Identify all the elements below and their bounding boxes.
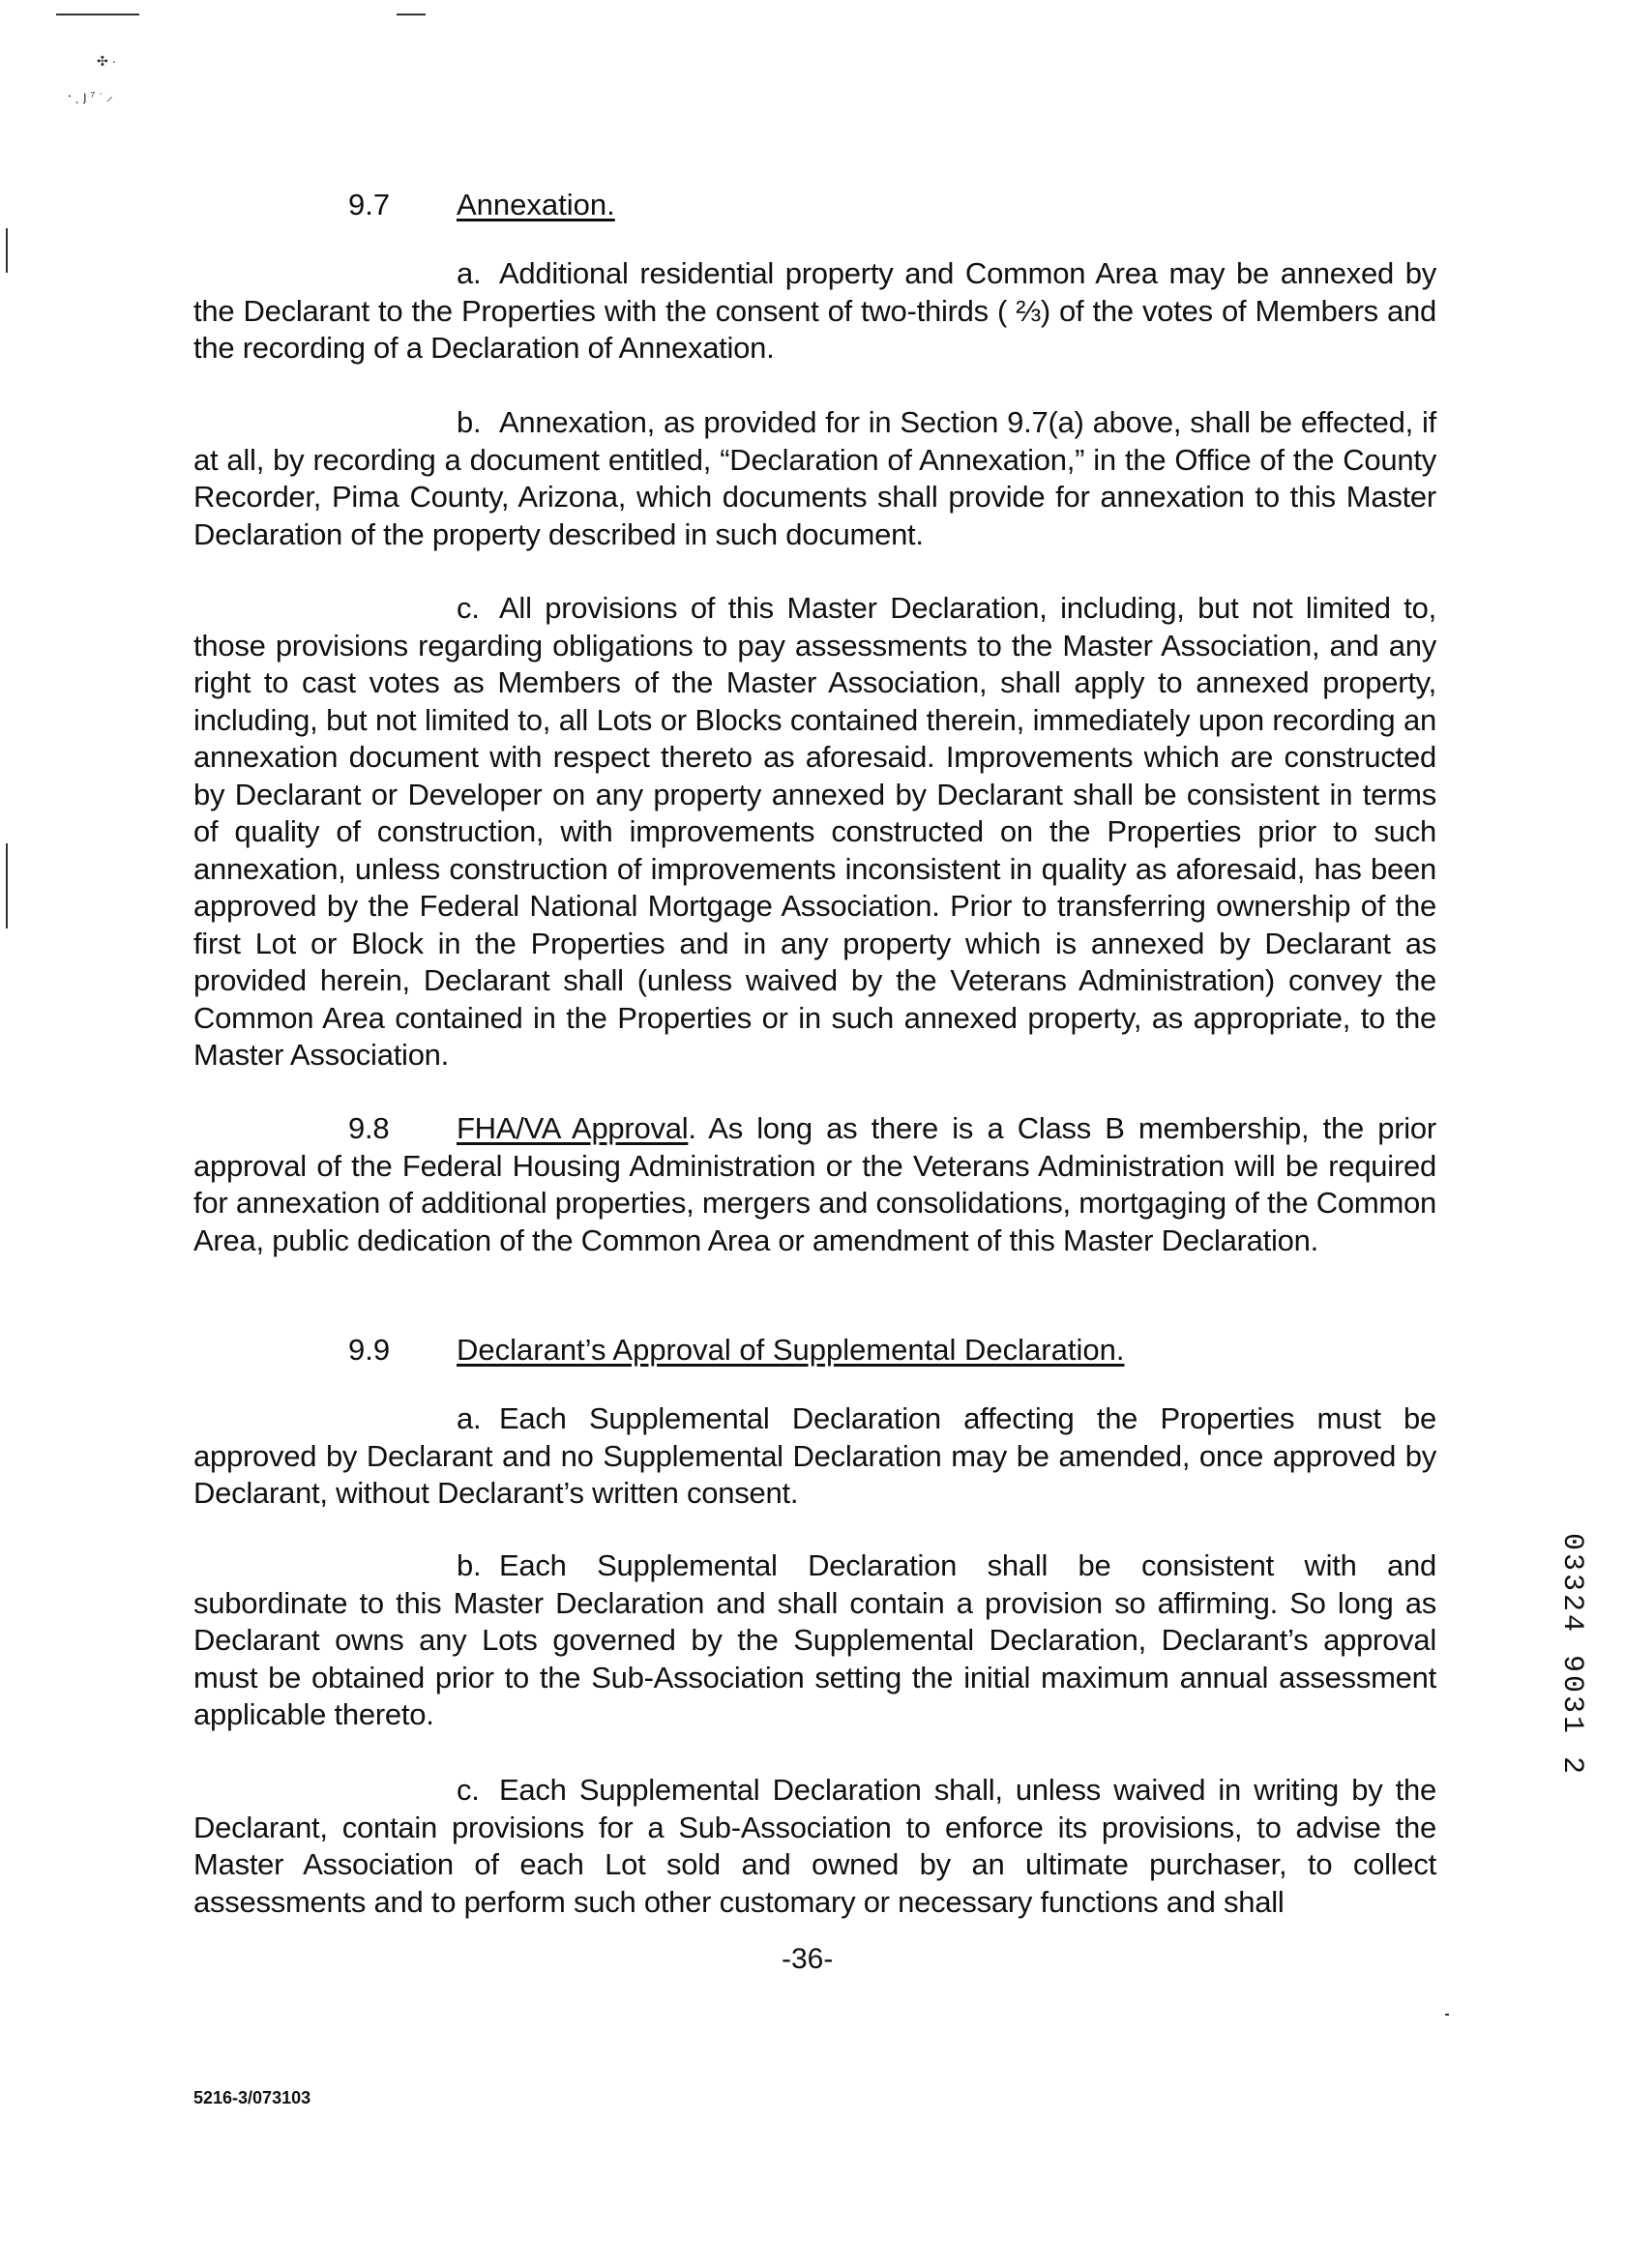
section-title: FHA/VA Approval bbox=[457, 1111, 689, 1145]
scan-mark-left-edge-2 bbox=[6, 843, 8, 928]
section-number: 9.7 bbox=[348, 188, 391, 221]
section-heading-9-9 bbox=[348, 1331, 1124, 1399]
scan-mark-top-left bbox=[56, 14, 139, 15]
paragraph-9-7-c bbox=[193, 590, 1436, 1075]
paragraph-9-7-b bbox=[193, 404, 1436, 553]
paragraph-9-7-a bbox=[193, 255, 1436, 368]
paragraph-label: a. bbox=[457, 256, 482, 290]
paragraph-label: c. bbox=[457, 1773, 480, 1807]
paragraph-label: b. bbox=[457, 405, 482, 439]
paragraph-9-9-c bbox=[193, 1772, 1436, 1921]
document-id: 5216-3/073103 bbox=[193, 2088, 311, 2107]
section-heading-9-7 bbox=[348, 186, 615, 224]
scan-mark-top-mid bbox=[397, 14, 426, 15]
page-number: -36- bbox=[782, 1943, 834, 1975]
recorder-stamp bbox=[1555, 1533, 1598, 2268]
section-title: Annexation. bbox=[457, 188, 615, 221]
paragraph-text: . As long as there is a Class B membership, the prior approval of the Federal Housing Administration or the Veterans Administration will be required for annexation of additional properties, mergers and consolidations, mortgaging of the Common Area, public dedication of the Common Area or amendment of this Master Declaration. bbox=[193, 1111, 1436, 1257]
scan-speck: ⸱ ˎ ȷ ⁷ ˑ ⸝ bbox=[68, 88, 113, 103]
section-number: 9.9 bbox=[348, 1333, 391, 1367]
scan-speck: ✣ · bbox=[97, 53, 117, 69]
paragraph-9-8 bbox=[193, 1110, 1436, 1259]
paragraph-label: a. bbox=[457, 1401, 482, 1435]
paragraph-text: Annexation, as provided for in Section 9.7(a) above, shall be effected, if at all, by recording a document entitled, “Declaration of Annexation,” in the Office of the County Recorder, Pima County, Arizona, which documents shall provide for annexation to this Master Declaration of the property described in such document. bbox=[193, 405, 1436, 551]
scan-mark-left-edge bbox=[6, 228, 8, 273]
recorder-stamp-text: 03324 9031 2 bbox=[1555, 1533, 1588, 1778]
paragraph-9-9-b bbox=[193, 1547, 1436, 1734]
paragraph-text: Each Supplemental Declaration shall, unless waived in writing by the Declarant, contain provisions for a Sub-Association to enforce its provisions, to advise the Master Association of each Lot sold and owned by an ultimate purchaser, to collect assessments and to perform such other customary or necessary functions and shall bbox=[193, 1773, 1436, 1919]
paragraph-text: All provisions of this Master Declaration, including, but not limited to, those provisions regarding obligations to pay assessments to the Master Association, and any right to cast votes as Members of the Master Association, shall apply to annexed property, including, but not limited to, all Lots or Blocks contained therein, immediately upon recording an annexation document with respect thereto as aforesaid. Improvements which are constructed by Declarant or Developer on any property annexed by Declarant shall be consistent in terms of quality of construction, with improvements constructed on the Properties prior to such annexation, unless construction of improvements inconsistent in quality as aforesaid, has been approved by the Federal National Mortgage Association. Prior to transferring ownership of the first Lot or Block in the Properties and in any property which is annexed by Declarant as provided herein, Declarant shall (unless waived by the Veterans Administration) convey the Common Area contained in the Properties or in such annexed property, as appropriate, to the Master Association. bbox=[193, 591, 1436, 1072]
paragraph-text: Each Supplemental Declaration shall be consistent with and subordinate to this Master Declaration and shall contain a provision so affirming. So long as Declarant owns any Lots governed by the Supplemental Declaration, Declarant’s approval must be obtained prior to the Sub-Association setting the initial maximum annual assessment applicable thereto. bbox=[193, 1548, 1436, 1731]
paragraph-text: Additional residential property and Common Area may be annexed by the Declarant to the Properties with the consent of two-thirds ( ⅔) of the votes of Members and the recording of a Declaration of Annexation. bbox=[193, 256, 1436, 365]
paragraph-label: c. bbox=[457, 591, 480, 625]
paragraph-label: b. bbox=[457, 1548, 482, 1582]
section-title: Declarant’s Approval of Supplemental Declaration. bbox=[457, 1333, 1125, 1367]
section-number: 9.8 bbox=[348, 1111, 390, 1145]
paragraph-9-9-a bbox=[193, 1400, 1436, 1513]
scan-mark-bottom-right bbox=[1445, 2014, 1449, 2016]
paragraph-text: Each Supplemental Declaration affecting the Properties must be approved by Declarant and no Supplemental Declaration may be amended, once approved by Declarant, without Declarant’s written consent. bbox=[193, 1401, 1436, 1510]
